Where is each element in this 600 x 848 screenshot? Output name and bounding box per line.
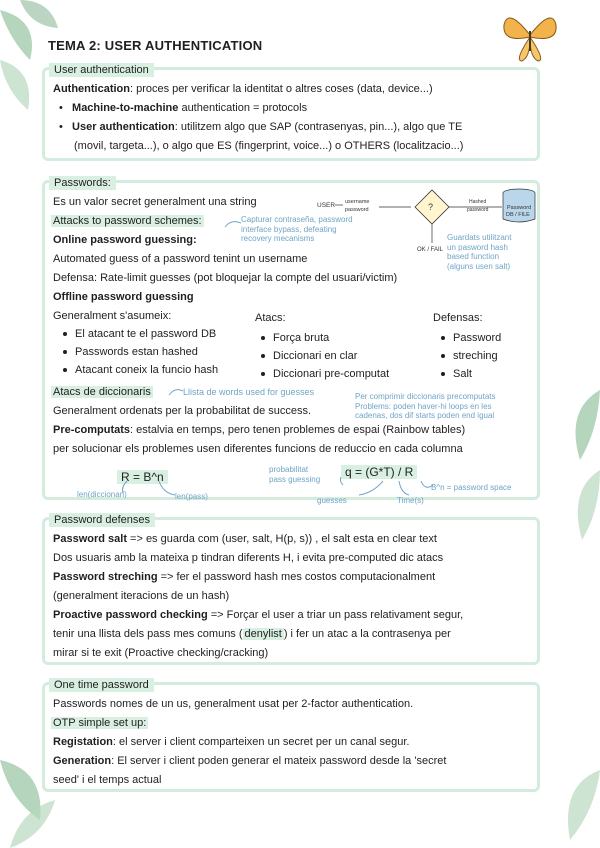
leaf-decoration-right-icon	[560, 380, 600, 560]
list-item: Passwords estan hashed	[59, 343, 218, 361]
precomp-l2: per solucionar els problemes usen diferentes funcions de reduccio en cada columna	[53, 443, 463, 455]
butterfly-icon	[500, 5, 560, 65]
bullet-machine: • Machine-to-machine authentication = protocols	[59, 102, 308, 114]
online-l2: Defensa: Rate-limit guesses (pot bloquejar la compte del usuari/victim)	[53, 272, 398, 284]
otp-setup-label: OTP simple set up:	[53, 717, 147, 729]
formula-r: R = B^n	[117, 470, 168, 484]
formula2-note-time: Time(s)	[397, 496, 424, 505]
passwords-def: Es un valor secret generalment una string	[53, 196, 257, 208]
section-password-defenses	[42, 514, 540, 665]
dict-note: Llista de words used for guesses	[183, 387, 315, 397]
list-item: Diccionari en clar	[257, 347, 389, 365]
salt-l2: Dos usuaris amb la mateixa p tindran diferents H, i evita pre-computed dic atacs	[53, 552, 444, 564]
section-label: Passwords:	[49, 176, 116, 190]
dict-label: Atacs de diccionaris	[53, 386, 151, 398]
list-item: El atacant te el password DB	[59, 325, 218, 343]
general-label: Generalment s'asumeix:	[53, 310, 172, 322]
section-label: One time password	[49, 678, 154, 692]
atacs-label: Atacs:	[255, 312, 286, 324]
diagram-question: ?	[428, 202, 434, 212]
diagram-password: password	[345, 207, 369, 213]
diagram-db1: Password	[507, 205, 532, 211]
bullet-user: • User authentication: utilitzem algo que SAP (contrasenyas, pin...), algo que TE	[59, 121, 463, 133]
section-label: User authentication	[49, 63, 154, 77]
bullet-user-cont: (movil, targeta...), o algo que ES (fingerprint, voice...) o OTHERS (localitzacio...)	[74, 140, 464, 152]
otp-generation: Generation: El server i client poden generar el mateix password desde la 'secret	[53, 755, 447, 767]
section-user-authentication	[42, 64, 540, 161]
formula-q: q = (G*T) / R	[341, 465, 417, 479]
section-passwords	[42, 177, 540, 505]
salt-l1: Password salt => es guarda com (user, salt, H(p, s)) , el salt esta en clear text	[53, 533, 437, 545]
attacks-note: Capturar contraseña, password interface bypass, defeating recovery mecanisms	[241, 215, 353, 243]
diagram-note: Guardats utilitzant un pasword hash based function (alguns usen salt)	[447, 233, 512, 271]
formula-arrows-icon	[115, 479, 185, 497]
stretch-l1: Password streching => fer el password hash mes costos computacionalment	[53, 571, 436, 583]
general-list	[59, 325, 218, 379]
formula-note-dict: len(diccionari)	[77, 490, 127, 499]
online-l1: Automated guess of a password tenint un username	[53, 253, 308, 265]
proactive-l3: mirar si te exit (Proactive checking/cracking)	[53, 647, 269, 659]
defenses-label: Defensas:	[433, 312, 483, 324]
page-title: TEMA 2: USER AUTHENTICATION	[48, 38, 263, 53]
diagram-ok: OK / FAIL	[417, 247, 444, 253]
section-one-time-password	[42, 679, 540, 792]
proactive-l1: Proactive password checking => Forçar el user a triar un pass relativament segur,	[53, 609, 464, 621]
list-item: Diccionari pre-computat	[257, 365, 389, 383]
stretch-l2: (generalment iteracions de un hash)	[53, 590, 230, 602]
otp-generation-l2: seed' i el temps actual	[53, 774, 162, 786]
proactive-l2: tenir una llista dels pass mes comuns ( denylist ) i fer un atac a la contrasenya per	[53, 628, 451, 640]
formula-note-pass: len(pass)	[175, 492, 208, 501]
formula2-note-prob: probabilitat pass guessing	[269, 465, 321, 484]
otp-registration: Registation: el server i client comparteixen un secret per un canal segur.	[53, 736, 410, 748]
diagram-hashed2: password	[467, 207, 489, 213]
diagram-user: USER	[317, 202, 336, 209]
precomp-l1: Pre-computats: estalvia en temps, pero tenen problemes de espai (Rainbow tables)	[53, 424, 466, 436]
formula2-arrows-icon	[315, 475, 445, 499]
arrow-icon	[223, 219, 243, 229]
diagram-db2: DB / FILE	[506, 212, 530, 218]
atacs-list	[257, 329, 389, 383]
diagram-hashed: Hashed	[469, 199, 487, 205]
section-label: Password defenses	[49, 513, 155, 527]
leaf-decoration-bottom-right-icon	[540, 760, 600, 848]
authentication-definition: Authentication: proces per verificar la identitat o altres coses (data, device...)	[53, 83, 433, 95]
offline-title: Offline password guessing	[53, 291, 194, 303]
online-title: Online password guessing:	[53, 234, 197, 246]
defenses-list	[437, 329, 501, 383]
list-item: Password	[437, 329, 501, 347]
list-item: Salt	[437, 365, 501, 383]
diagram-username: username	[345, 199, 370, 205]
dict-l2: Generalment ordenats per la probabilitat de success.	[53, 405, 312, 417]
formula2-note-space: B^n = password space	[431, 483, 512, 492]
list-item: streching	[437, 347, 501, 365]
list-item: Força bruta	[257, 329, 389, 347]
list-item: Atacant coneix la funcio hash	[59, 361, 218, 379]
precomp-note: Per comprimir diccionaris precomputats Problems: poden haver-hi loops en les cadenas, dos dif starts poden end igual	[355, 392, 496, 420]
attacks-label: Attacks to password schemes:	[53, 215, 202, 227]
formula2-note-guesses: guesses	[317, 496, 347, 505]
otp-l1: Passwords nomes de un us, generalment usat per 2-factor authentication.	[53, 698, 414, 710]
